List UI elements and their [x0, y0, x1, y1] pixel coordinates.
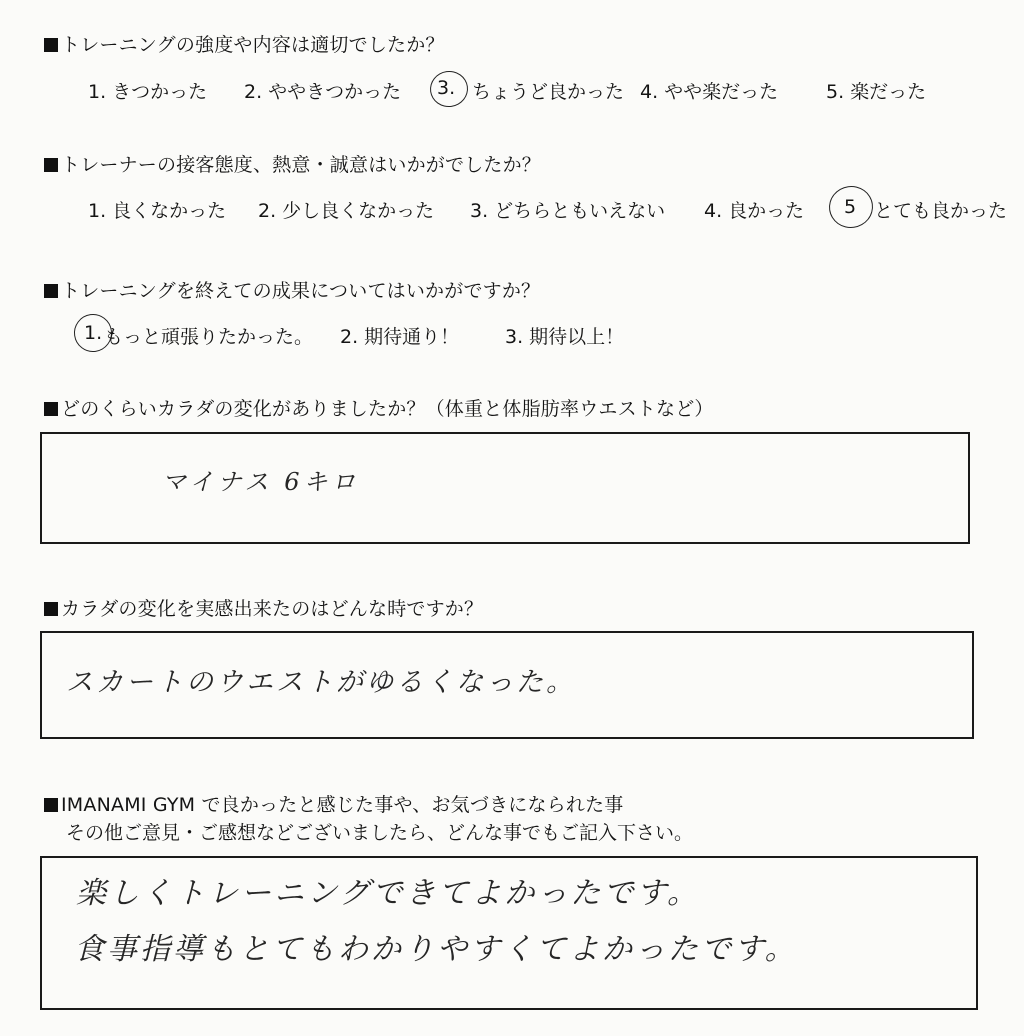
handwritten-answer-6-line-1: 楽しくトレーニングできてよかったです。	[76, 876, 700, 911]
question-2	[44, 150, 541, 177]
q2-option-2: 2. 少し良くなかった	[258, 200, 435, 222]
bullet-square-icon	[44, 158, 58, 172]
question-5-text: カラダの変化を実感出来たのはどんな時ですか？	[61, 598, 484, 620]
question-1-text: トレーニングの強度や内容は適切でしたか？	[61, 34, 445, 56]
q2-option-5-number: 5	[844, 196, 857, 218]
q1-option-3-number: 3.	[437, 77, 456, 99]
q2-option-1: 1. 良くなかった	[88, 200, 227, 222]
q2-option-5-label: とても良かった	[874, 200, 1008, 222]
handwritten-answer-5: スカートのウエストがゆるくなった。	[66, 667, 576, 698]
question-3	[44, 276, 540, 303]
q2-option-4: 4. 良かった	[704, 200, 805, 222]
bullet-square-icon	[44, 284, 58, 298]
question-4-text: どのくらいカラダの変化がありましたか？（体重と体脂肪率ウエストなど）	[61, 398, 714, 420]
question-6	[44, 790, 623, 817]
bullet-square-icon	[44, 798, 58, 812]
q1-option-5: 5. 楽だった	[826, 81, 927, 103]
bullet-square-icon	[44, 602, 58, 616]
question-6-text-line2: その他ご意見・ご感想などございましたら、どんな事でもご記入下さい。	[66, 822, 694, 844]
question-1	[44, 30, 445, 57]
q2-option-3: 3. どちらともいえない	[470, 200, 666, 222]
bullet-square-icon	[44, 38, 58, 52]
q3-option-1-label: もっと頑張りたかった。	[104, 326, 314, 348]
question-3-options	[0, 322, 1024, 350]
q3-option-1-number: 1.	[84, 322, 103, 344]
question-6-text: IMANAMI GYM で良かったと感じた事や、お気づきになられた事	[61, 794, 624, 816]
question-1-options	[0, 77, 1024, 105]
q1-option-1: 1. きつかった	[88, 81, 208, 103]
question-3-text: トレーニングを終えての成果についてはいかがですか？	[61, 280, 541, 302]
question-5	[44, 594, 483, 621]
q1-option-3-label: ちょうど良かった	[472, 81, 625, 103]
handwritten-answer-4: マイナス 6キロ	[162, 468, 360, 496]
bullet-square-icon	[44, 402, 58, 416]
question-2-text: トレーナーの接客態度、熱意・誠意はいかがでしたか？	[61, 154, 542, 176]
question-4	[44, 394, 714, 421]
question-2-options	[0, 196, 1024, 224]
q3-option-3: 3. 期待以上！	[505, 326, 625, 348]
q1-option-2: 2. ややきつかった	[244, 81, 402, 103]
handwritten-answer-6-line-2: 食事指導もとてもわかりやすくてよかったです。	[74, 932, 798, 967]
q1-option-4: 4. やや楽だった	[640, 81, 779, 103]
q3-option-2: 2. 期待通り！	[340, 326, 460, 348]
